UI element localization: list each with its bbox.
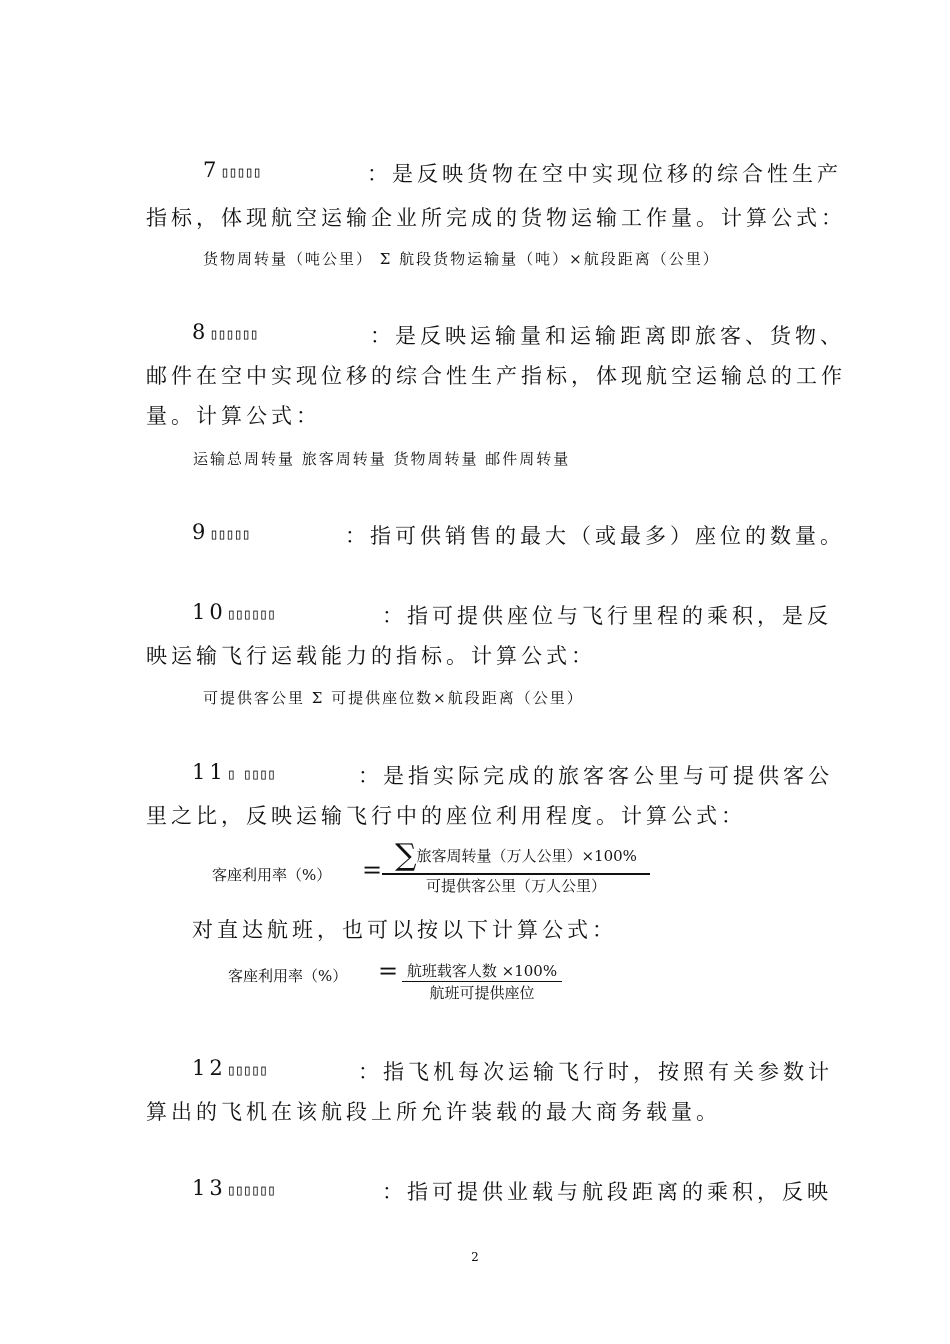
item-8-formula: 运输总周转量 旅客周转量 货物周转量 邮件周转量 bbox=[193, 450, 571, 468]
item-11-heading: 11▯ ▯▯▯▯ bbox=[192, 760, 275, 784]
item-9-line1: ：指可供销售的最大（或最多）座位的数量。 bbox=[345, 524, 845, 548]
formula-1-lhs: 客座利用率（%） bbox=[212, 866, 332, 884]
item-12-heading: 12▯▯▯▯▯ bbox=[192, 1056, 267, 1080]
formula-1-equals: = bbox=[362, 856, 383, 884]
item-11-line2: 里之比，反映运输飞行中的座位利用程度。计算公式： bbox=[146, 804, 746, 828]
formula-1-fraction bbox=[382, 838, 650, 896]
formula-1-denominator: 可提供客公里（万人公里） bbox=[425, 877, 606, 895]
item-8-heading: 8▯▯▯▯▯▯ bbox=[192, 320, 258, 344]
item-9-heading: 9▯▯▯▯▯ bbox=[192, 520, 250, 544]
item-10-heading: 10▯▯▯▯▯▯ bbox=[192, 600, 275, 624]
item-10-formula: 可提供客公里 Σ 可提供座位数×航段距离（公里） bbox=[203, 689, 584, 707]
item-11-line3: 对直达航班，也可以按以下计算公式： bbox=[192, 918, 617, 942]
item-8-line1: ：是反映运输量和运输距离即旅客、货物、 bbox=[370, 324, 845, 348]
item-13-line1: ：指可提供业载与航段距离的乘积，反映 bbox=[382, 1180, 832, 1204]
item-12-line2: 算出的飞机在该航段上所允许装载的最大商务载量。 bbox=[146, 1100, 721, 1124]
formula-2-equals: = bbox=[378, 957, 399, 985]
item-10-line1: ：指可提供座位与飞行里程的乘积，是反 bbox=[382, 604, 832, 628]
item-7-formula: 货物周转量（吨公里） Σ 航段货物运输量（吨）×航段距离（公里） bbox=[203, 250, 720, 268]
sigma-symbol: ∑ bbox=[395, 838, 417, 873]
item-8-line2: 邮件在空中实现位移的综合性生产指标，体现航空运输总的工作 bbox=[146, 364, 846, 388]
page-number: 2 bbox=[471, 1250, 479, 1264]
item-12-line1: ：指飞机每次运输飞行时，按照有关参数计 bbox=[358, 1060, 833, 1084]
formula-1-numerator: 旅客周转量（万人公里）×100% bbox=[416, 847, 637, 865]
formula-2-fraction bbox=[402, 960, 562, 1003]
formula-2-lhs: 客座利用率（%） bbox=[228, 967, 348, 985]
item-7-heading: 7▯▯▯▯▯ bbox=[203, 158, 261, 182]
item-7-line1: ：是反映货物在空中实现位移的综合性生产 bbox=[367, 162, 842, 186]
formula-2-denominator: 航班可提供座位 bbox=[429, 984, 535, 1002]
item-7-line2: 指标，体现航空运输企业所完成的货物运输工作量。计算公式： bbox=[146, 206, 846, 230]
item-8-line3: 量。计算公式： bbox=[146, 404, 321, 428]
item-10-line2: 映运输飞行运载能力的指标。计算公式： bbox=[146, 644, 596, 668]
item-13-heading: 13▯▯▯▯▯▯ bbox=[192, 1176, 275, 1200]
formula-2-numerator: 航班载客人数 ×100% bbox=[406, 962, 558, 980]
item-11-line1: ：是指实际完成的旅客客公里与可提供客公 bbox=[358, 764, 833, 788]
